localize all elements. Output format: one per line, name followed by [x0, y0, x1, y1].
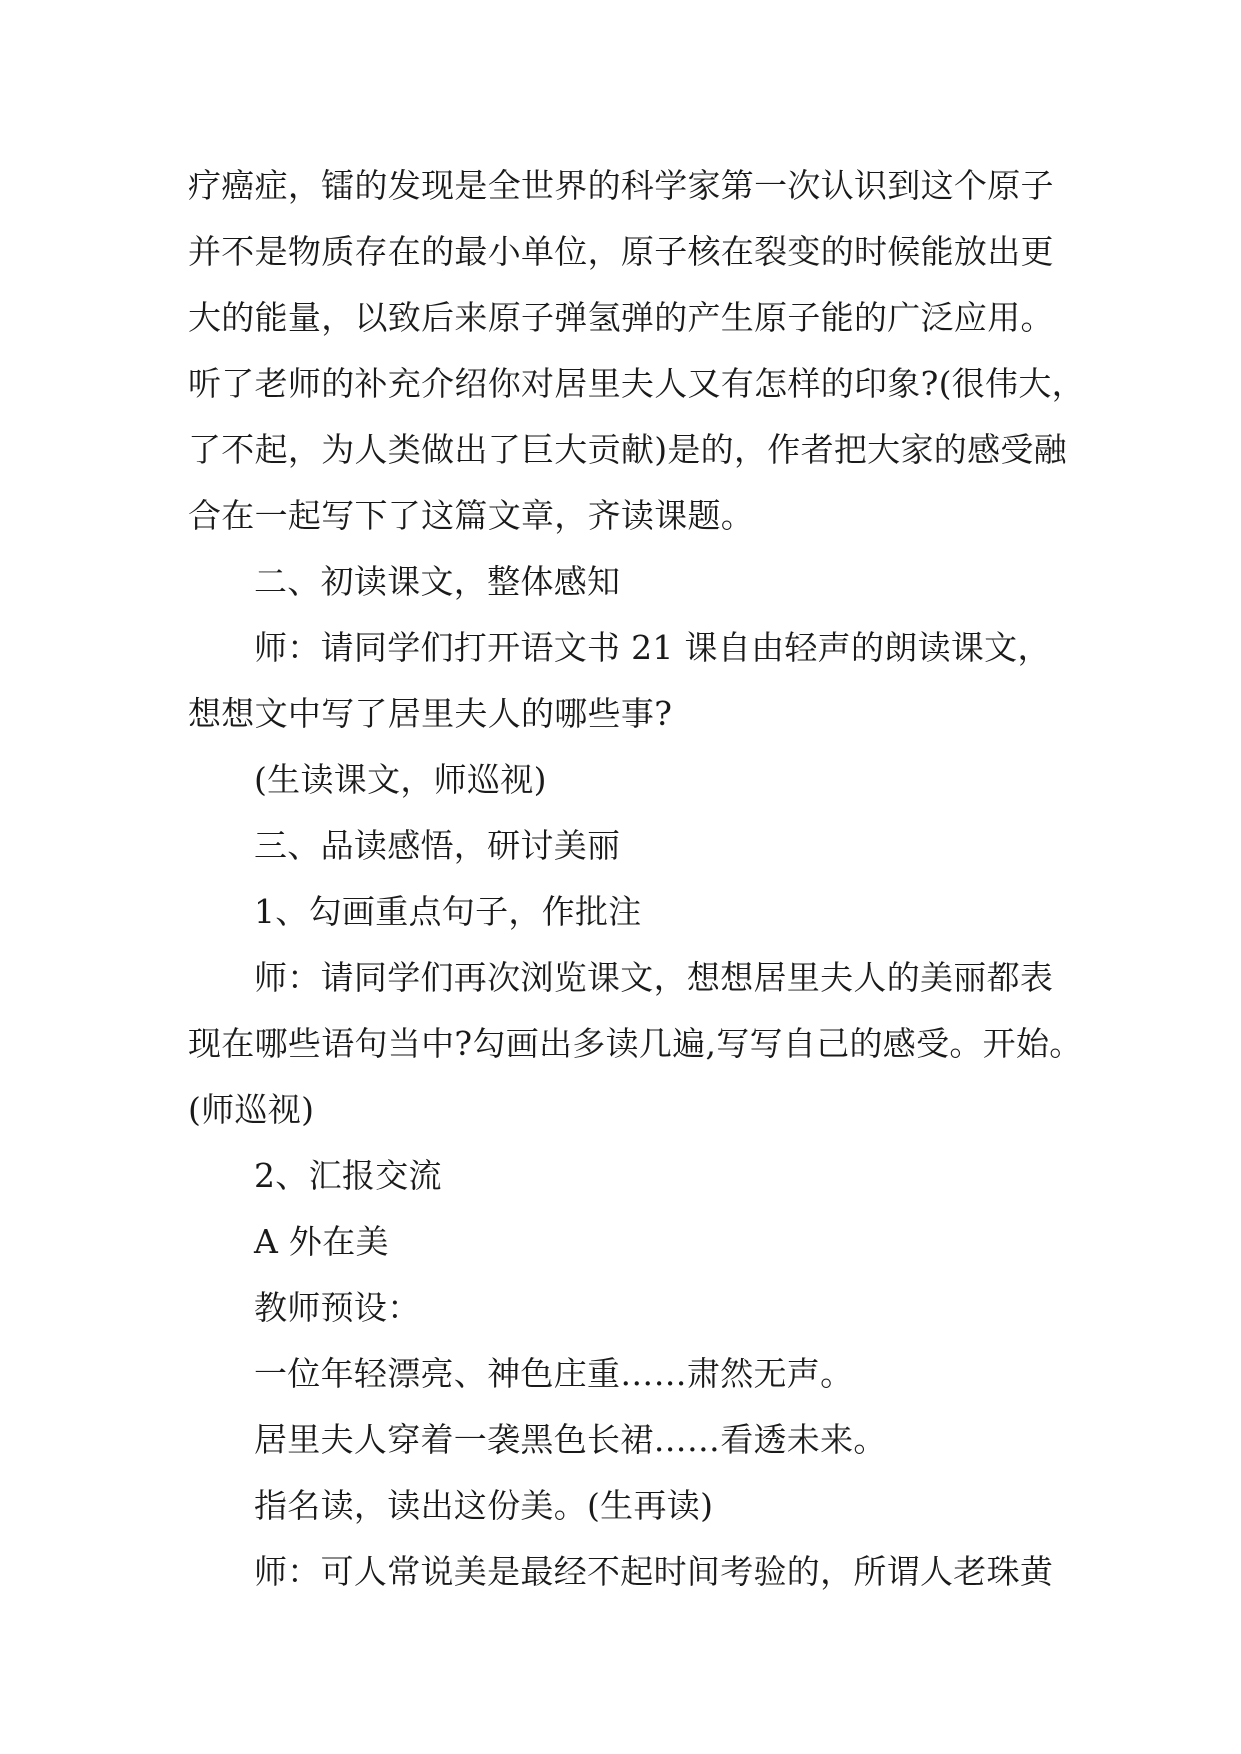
text-line: 师：可人常说美是最经不起时间考验的，所谓人老珠黄 [254, 1552, 1054, 1591]
text-line: 一位年轻漂亮、神色庄重……肃然无声。 [254, 1354, 854, 1393]
text-line: 大的能量，以致后来原子弹氢弹的产生原子能的广泛应用。 [188, 298, 1054, 337]
text-line: 师：请同学们再次浏览课文，想想居里夫人的美丽都表 [254, 958, 1054, 997]
text-line: 听了老师的补充介绍你对居里夫人又有怎样的印象?(很伟大， [188, 364, 1085, 403]
text-line: (生读课文，师巡视) [254, 760, 547, 799]
section-heading: 二、初读课文，整体感知 [254, 562, 621, 601]
text-line: 了不起，为人类做出了巨大贡献)是的，作者把大家的感受融 [188, 430, 1067, 469]
text-line: 想想文中写了居里夫人的哪些事? [188, 694, 673, 733]
text-line: 居里夫人穿着一袭黑色长裙……看透未来。 [254, 1420, 887, 1459]
text-line: 师：请同学们打开语文书 21 课自由轻声的朗读课文， [254, 628, 1051, 667]
text-line: 教师预设： [254, 1288, 421, 1327]
text-line: 疗癌症，镭的发现是全世界的科学家第一次认识到这个原子 [188, 166, 1054, 205]
text-line: 指名读，读出这份美。(生再读) [254, 1486, 714, 1525]
section-heading: 三、品读感悟，研讨美丽 [254, 826, 621, 865]
subsection-heading: A 外在美 [254, 1222, 389, 1261]
text-line: 现在哪些语句当中?勾画出多读几遍,写写自己的感受。开始。 [188, 1024, 1083, 1063]
text-line: (师巡视) [188, 1090, 315, 1129]
text-line: 并不是物质存在的最小单位，原子核在裂变的时候能放出更 [188, 232, 1054, 271]
text-line: 合在一起写下了这篇文章，齐读课题。 [188, 496, 755, 535]
subsection-heading: 2、汇报交流 [254, 1156, 442, 1195]
subsection-heading: 1、勾画重点句子，作批注 [254, 892, 642, 931]
